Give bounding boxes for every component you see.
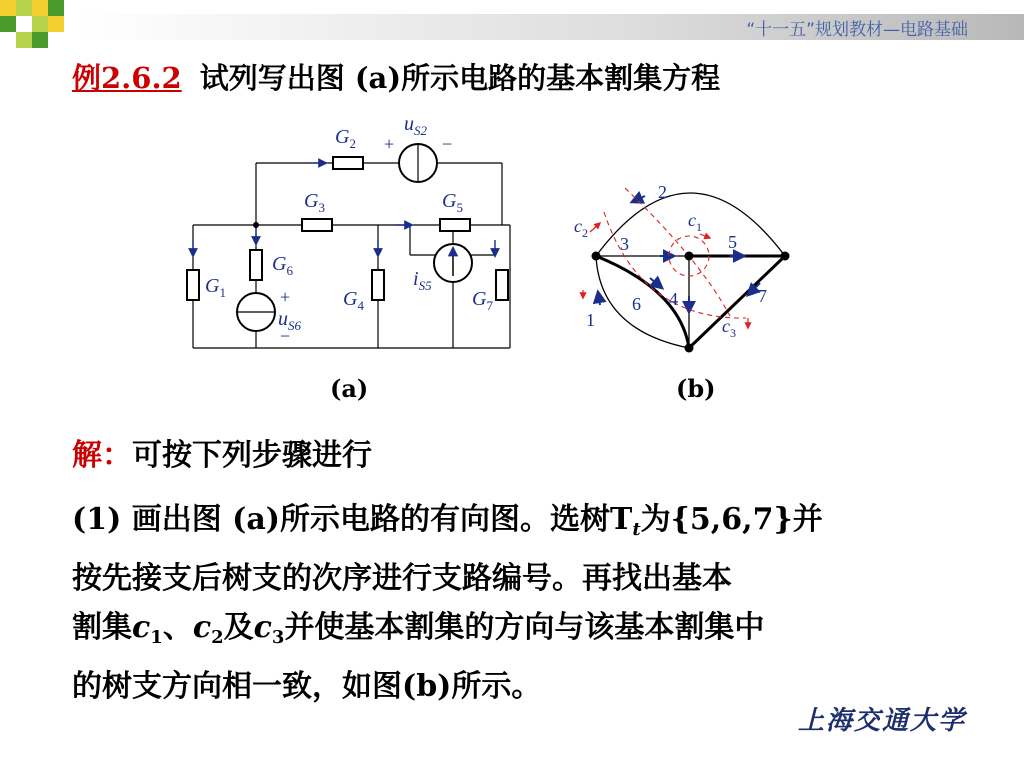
branch-number-1: 1 — [586, 310, 595, 330]
label-G3: $G_3$ — [304, 190, 325, 215]
label-G4: $G_4$ — [343, 288, 364, 313]
solution-label: 解： — [72, 438, 132, 473]
series-title: “十一五”规划教材—电路基础 — [746, 20, 968, 40]
solution-header — [72, 430, 372, 474]
resistor-G6 — [250, 250, 262, 280]
resistor-G1 — [187, 270, 199, 300]
label-is5: $i_{S5}$ — [413, 268, 432, 293]
label-G5: $G_5$ — [442, 190, 463, 215]
branch-number-5: 5 — [728, 232, 737, 252]
branch-number-3: 3 — [620, 234, 629, 254]
label-G1: $G_1$ — [205, 275, 226, 300]
label-us2: $u_{S2}$ — [404, 113, 427, 138]
label-us6: $u_{S6}$ — [278, 308, 301, 333]
example-number: 例2.6.2 — [72, 61, 182, 95]
solution-body — [72, 495, 972, 711]
us6-plus: + — [280, 287, 291, 307]
university-logo: 上海交通大学 — [797, 706, 966, 736]
caption-a: (a) — [330, 374, 369, 403]
us2-minus: − — [442, 134, 453, 154]
branch-number-2: 2 — [658, 182, 667, 202]
resistor-G7 — [496, 270, 508, 300]
us2-plus: + — [384, 134, 395, 154]
body-line-2: 按先接支后树支的次序进行支路编号。再找出基本 — [72, 561, 732, 596]
us6-minus: − — [280, 326, 291, 346]
cutset-label-c1: $c_1$ — [688, 210, 702, 234]
label-G6: $G_6$ — [272, 253, 293, 278]
resistor-G5 — [440, 219, 470, 231]
cutset-label-c3: $c_3$ — [722, 316, 736, 340]
solution-intro: 可按下列步骤进行 — [132, 438, 372, 473]
body-line-4: 的树支方向相一致，如图(b)所示。 — [72, 669, 542, 704]
branch-number-6: 6 — [632, 294, 641, 314]
label-G2: $G_2$ — [335, 126, 356, 151]
cutset-label-c2: $c_2$ — [574, 216, 588, 240]
branch-number-7: 7 — [758, 286, 767, 306]
example-text: 试列写出图 (a)所示电路的基本割集方程 — [199, 61, 721, 95]
body-line-1: (1) 画出图 (a)所示电路的有向图。选树$T_t$为{5,6,7}并 — [72, 502, 823, 540]
resistor-G3 — [302, 219, 332, 231]
branch-number-4: 4 — [669, 289, 678, 309]
resistor-G2 — [333, 157, 363, 169]
caption-b: (b) — [676, 374, 716, 403]
body-line-3: 割集$c_1$、$c_2$及$c_3$并使基本割集的方向与该基本割集中 — [72, 610, 765, 648]
resistor-G4 — [372, 270, 384, 300]
label-G7: $G_7$ — [472, 288, 493, 313]
